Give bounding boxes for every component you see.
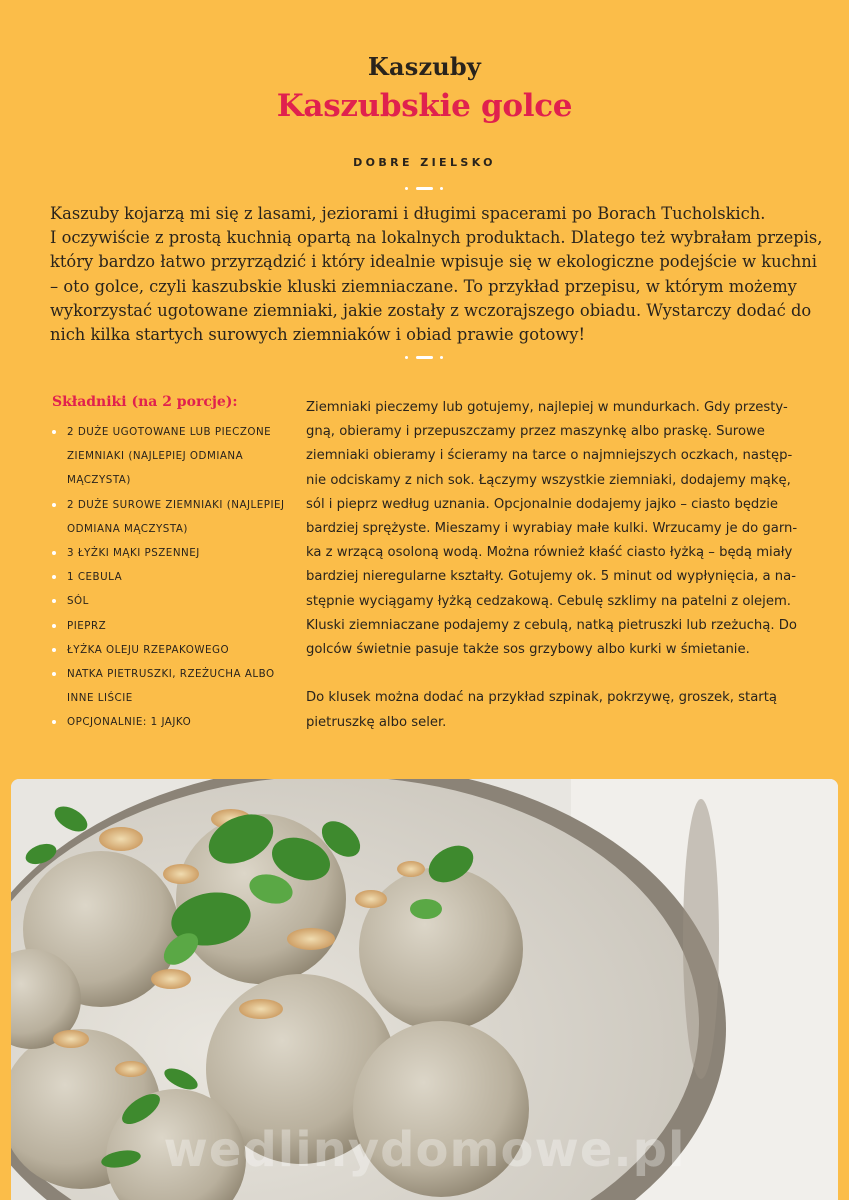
dumplings-photo xyxy=(11,779,838,1200)
ingredient-text: ŁYŻKA OLEJU RZEPAKOWEGO xyxy=(67,643,230,656)
bullet-icon xyxy=(52,672,56,676)
watermark-text: wedlinydomowe.pl xyxy=(163,1122,686,1178)
ingredients-heading: Składniki (na 2 porcje): xyxy=(52,394,238,410)
ingredient-text: 3 ŁYŻKI MĄKI PSZENNEJ xyxy=(67,547,200,560)
ingredient-item xyxy=(52,589,297,613)
intro-line: nich kilka startych surowych ziemniaków i obiad prawie gotowy! xyxy=(50,325,586,345)
method-line: sól i pieprz według uznania. Opcjonalnie dodajemy jajko – ciasto będzie xyxy=(306,496,778,512)
intro-line: który bardzo łatwo przyrządzić i który idealnie wpisuje się w ekologiczne podejście w kuchni xyxy=(50,252,817,272)
method-line: golców świetnie pasuje także sos grzybowy albo kurki w śmietanie. xyxy=(306,642,750,658)
bullet-icon xyxy=(52,648,56,652)
method-line: bardziej nieregularne kształty. Gotujemy ok. 5 minut od wypłynięcia, a na- xyxy=(306,569,797,585)
ingredient-item xyxy=(52,662,297,710)
ingredient-text: ZIEMNIAKI (NAJLEPIEJ ODMIANA xyxy=(67,450,244,463)
ingredient-text: PIEPRZ xyxy=(67,619,107,632)
intro-line: Kaszuby kojarzą mi się z lasami, jeziorami i długimi spacerami po Borach Tucholskich. xyxy=(50,204,766,223)
method-line: bardziej sprężyste. Mieszamy i wyrabiay małe kulki. Wrzucamy je do garn- xyxy=(306,521,798,537)
bullet-icon xyxy=(52,575,56,579)
bullet-icon xyxy=(52,720,56,724)
method-line: nie odciskamy z nich sok. Łączymy wszystkie ziemniaki, dodajemy mąkę, xyxy=(306,472,791,488)
ingredient-item xyxy=(52,614,297,638)
method-line: pietruszkę albo seler. xyxy=(306,714,447,730)
ingredient-text: NATKA PIETRUSZKI, RZEŻUCHA ALBO xyxy=(67,668,275,681)
method-line: gną, obieramy i przepuszczamy przez maszynkę albo praskę. Surowe xyxy=(306,424,765,440)
bullet-icon xyxy=(52,503,56,507)
intro-line: – oto golce, czyli kaszubskie kluski ziemniaczane. To przykład przepisu, w którym możemy xyxy=(50,276,797,296)
ingredient-text: ODMIANA MĄCZYSTA) xyxy=(67,522,188,535)
divider-bottom xyxy=(405,356,445,360)
ingredients-list xyxy=(52,420,297,735)
ingredient-item xyxy=(52,710,297,734)
intro-line: wykorzystać ugotowane ziemniaki, jakie zostały z wczorajszego obiadu. Wystarczy dodać do xyxy=(50,300,812,320)
ingredient-item xyxy=(52,420,297,493)
ingredient-item xyxy=(52,565,297,589)
ingredient-text: SÓL xyxy=(67,595,89,608)
bullet-icon xyxy=(52,430,56,434)
method-line: Ziemniaki pieczemy lub gotujemy, najlepiej w mundurkach. Gdy przesty- xyxy=(306,400,788,415)
bullet-icon xyxy=(52,551,56,555)
ingredient-text: OPCJONALNIE: 1 JAJKO xyxy=(67,716,192,729)
ingredient-text: MĄCZYSTA) xyxy=(67,474,131,487)
ingredient-item xyxy=(52,541,297,565)
ingredient-text: 2 DUŻE UGOTOWANE LUB PIECZONE xyxy=(67,426,272,438)
method-line: stępnie wyciągamy łyżką cedzakową. Cebulę szklimy na patelni z olejem. xyxy=(306,593,791,609)
divider-top xyxy=(405,187,445,191)
method-line: ziemniaki obieramy i ścieramy na tarce o najmniejszych oczkach, następ- xyxy=(306,448,793,464)
bullet-icon xyxy=(52,624,56,628)
ingredient-text: 2 DUŻE SUROWE ZIEMNIAKI (NAJLEPIEJ xyxy=(67,498,285,511)
method-line: ka z wrzącą osoloną wodą. Można również kłaść ciasto łyżką – będą miały xyxy=(306,545,793,561)
intro-line: I oczywiście z prostą kuchnią opartą na lokalnych produktach. Dlatego też wybrałam przepis, xyxy=(50,228,823,248)
author-name: DOBRE ZIELSKO xyxy=(353,156,496,169)
method-text xyxy=(306,396,806,735)
ingredient-item xyxy=(52,638,297,662)
ingredient-item xyxy=(52,493,297,541)
paragraph-gap xyxy=(306,662,806,686)
bullet-icon xyxy=(52,599,56,603)
method-line: Do klusek można dodać na przykład szpinak, pokrzywę, groszek, startą xyxy=(306,690,777,706)
method-line: Kluski ziemniaczane podajemy z cebulą, natką pietruszki lub rzeżuchą. Do xyxy=(306,617,797,633)
recipe-title: Kaszubskie golce xyxy=(276,88,573,124)
intro-paragraph xyxy=(50,202,823,347)
region-heading: Kaszuby xyxy=(367,52,482,81)
ingredient-text: 1 CEBULA xyxy=(67,571,123,584)
ingredient-text: INNE LIŚCIE xyxy=(67,692,133,705)
